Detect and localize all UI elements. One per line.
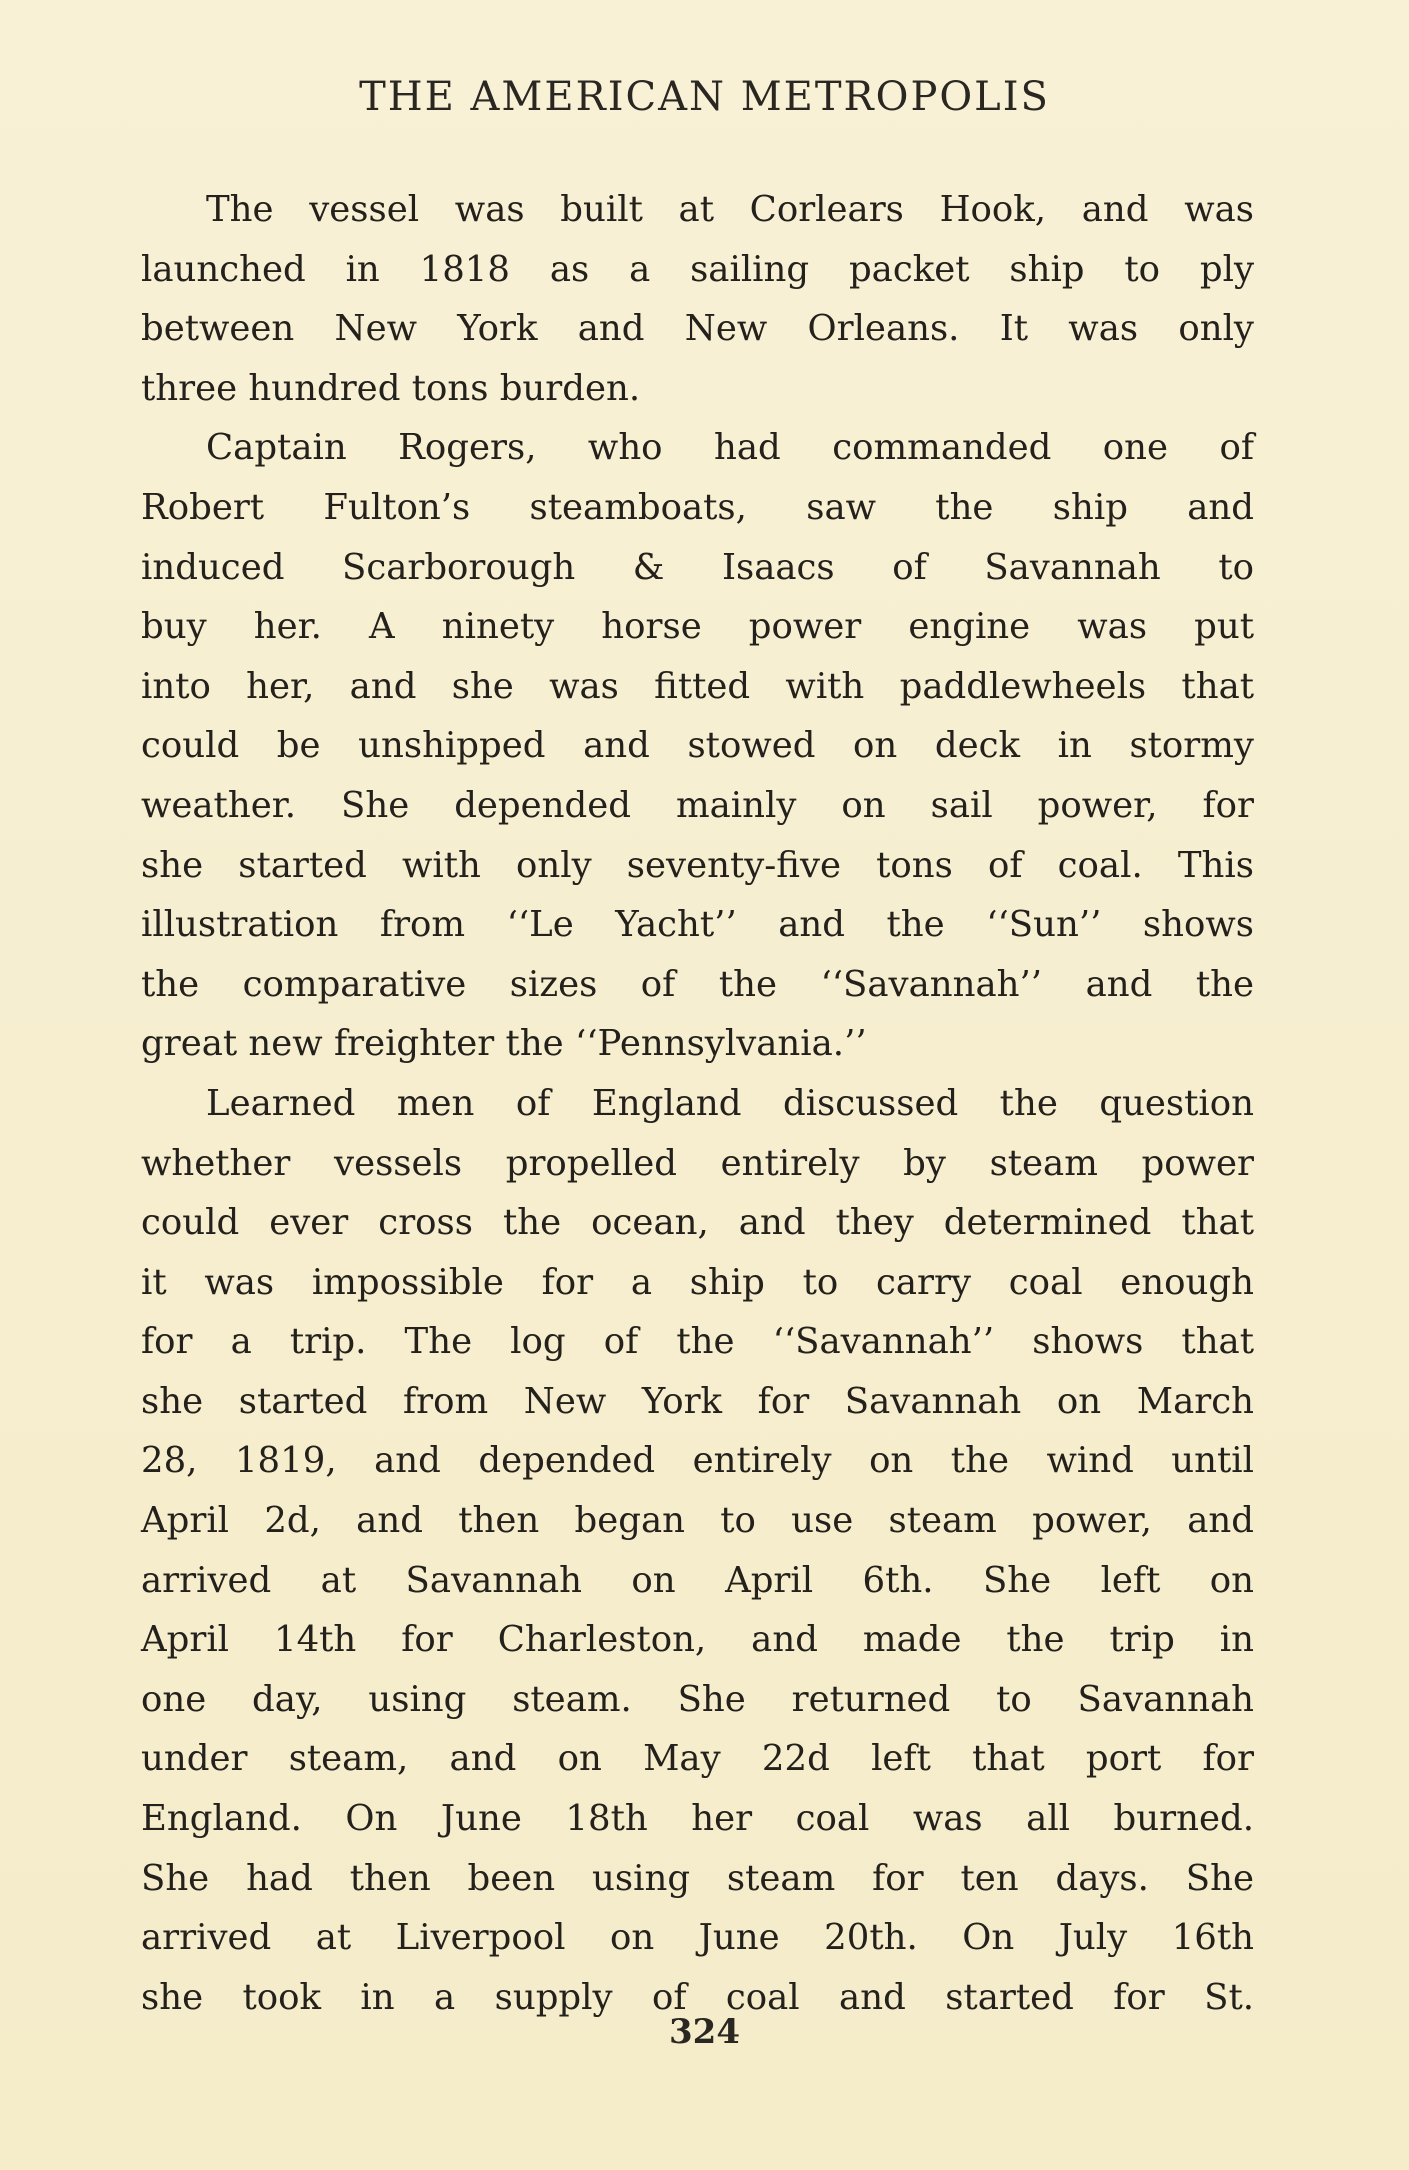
paragraph-2 [141,418,1254,1074]
text-line: arrived at Savannah on April 6th. She left on [141,1559,1254,1601]
text-line: she started from New York for Savannah on March [141,1380,1254,1422]
text-line: She had then been using steam for ten days. She [141,1857,1254,1899]
text-line: induced Scarborough & Isaacs of Savannah to [141,546,1254,588]
text-line: into her, and she was fitted with paddlewheels that [141,665,1254,707]
paragraph-1 [141,180,1254,418]
text-line: England. On June 18th her coal was all burned. [141,1798,1254,1840]
text-line: she started with only seventy-five tons of coal. This [141,844,1254,886]
text-line: for a trip. The log of the ‘‘Savannah’’ shows that [141,1321,1254,1363]
text-line: it was impossible for a ship to carry coal enough [141,1261,1254,1303]
text-line: she took in a supply of coal and started for St. [141,1976,1254,2018]
text-line: buy her. A ninety horse power engine was put [141,606,1254,648]
text-line: illustration from ‘‘Le Yacht’’ and the ‘‘Sun’’ shows [141,904,1254,946]
text-line: the comparative sizes of the ‘‘Savannah’’ and the [141,963,1254,1005]
text-line: 28, 1819, and depended entirely on the wind until [141,1440,1254,1482]
text-line: April 2d, and then began to use steam power, and [141,1500,1254,1542]
text-line: great new freighter the ‘‘Pennsylvania.’’ [141,1023,867,1065]
text-line: whether vessels propelled entirely by steam power [141,1142,1254,1184]
page-number: 324 [669,2012,740,2052]
text-line: Learned men of England discussed the question [206,1082,1254,1124]
text-line: could be unshipped and stowed on deck in stormy [141,725,1254,767]
text-line: April 14th for Charleston, and made the trip in [141,1619,1254,1661]
text-line: Robert Fulton’s steamboats, saw the ship and [141,486,1254,528]
text-line: one day, using steam. She returned to Savannah [141,1678,1254,1720]
text-line: Captain Rogers, who had commanded one of [206,427,1254,469]
text-line: under steam, and on May 22d left that port for [141,1738,1254,1780]
paragraph-3 [141,1074,1254,2028]
text-line: weather. She depended mainly on sail power, for [141,784,1254,826]
text-line: launched in 1818 as a sailing packet ship to ply [141,248,1254,290]
text-line: could ever cross the ocean, and they determined that [141,1202,1254,1244]
text-line: between New York and New Orleans. It was only [141,308,1254,350]
body-text [141,180,1254,2027]
running-head-title: THE AMERICAN METROPOLIS [359,74,1050,120]
text-line: three hundred tons burden. [141,367,641,409]
text-line: arrived at Liverpool on June 20th. On July 16th [141,1917,1254,1959]
text-line: The vessel was built at Corlears Hook, and was [206,189,1254,230]
